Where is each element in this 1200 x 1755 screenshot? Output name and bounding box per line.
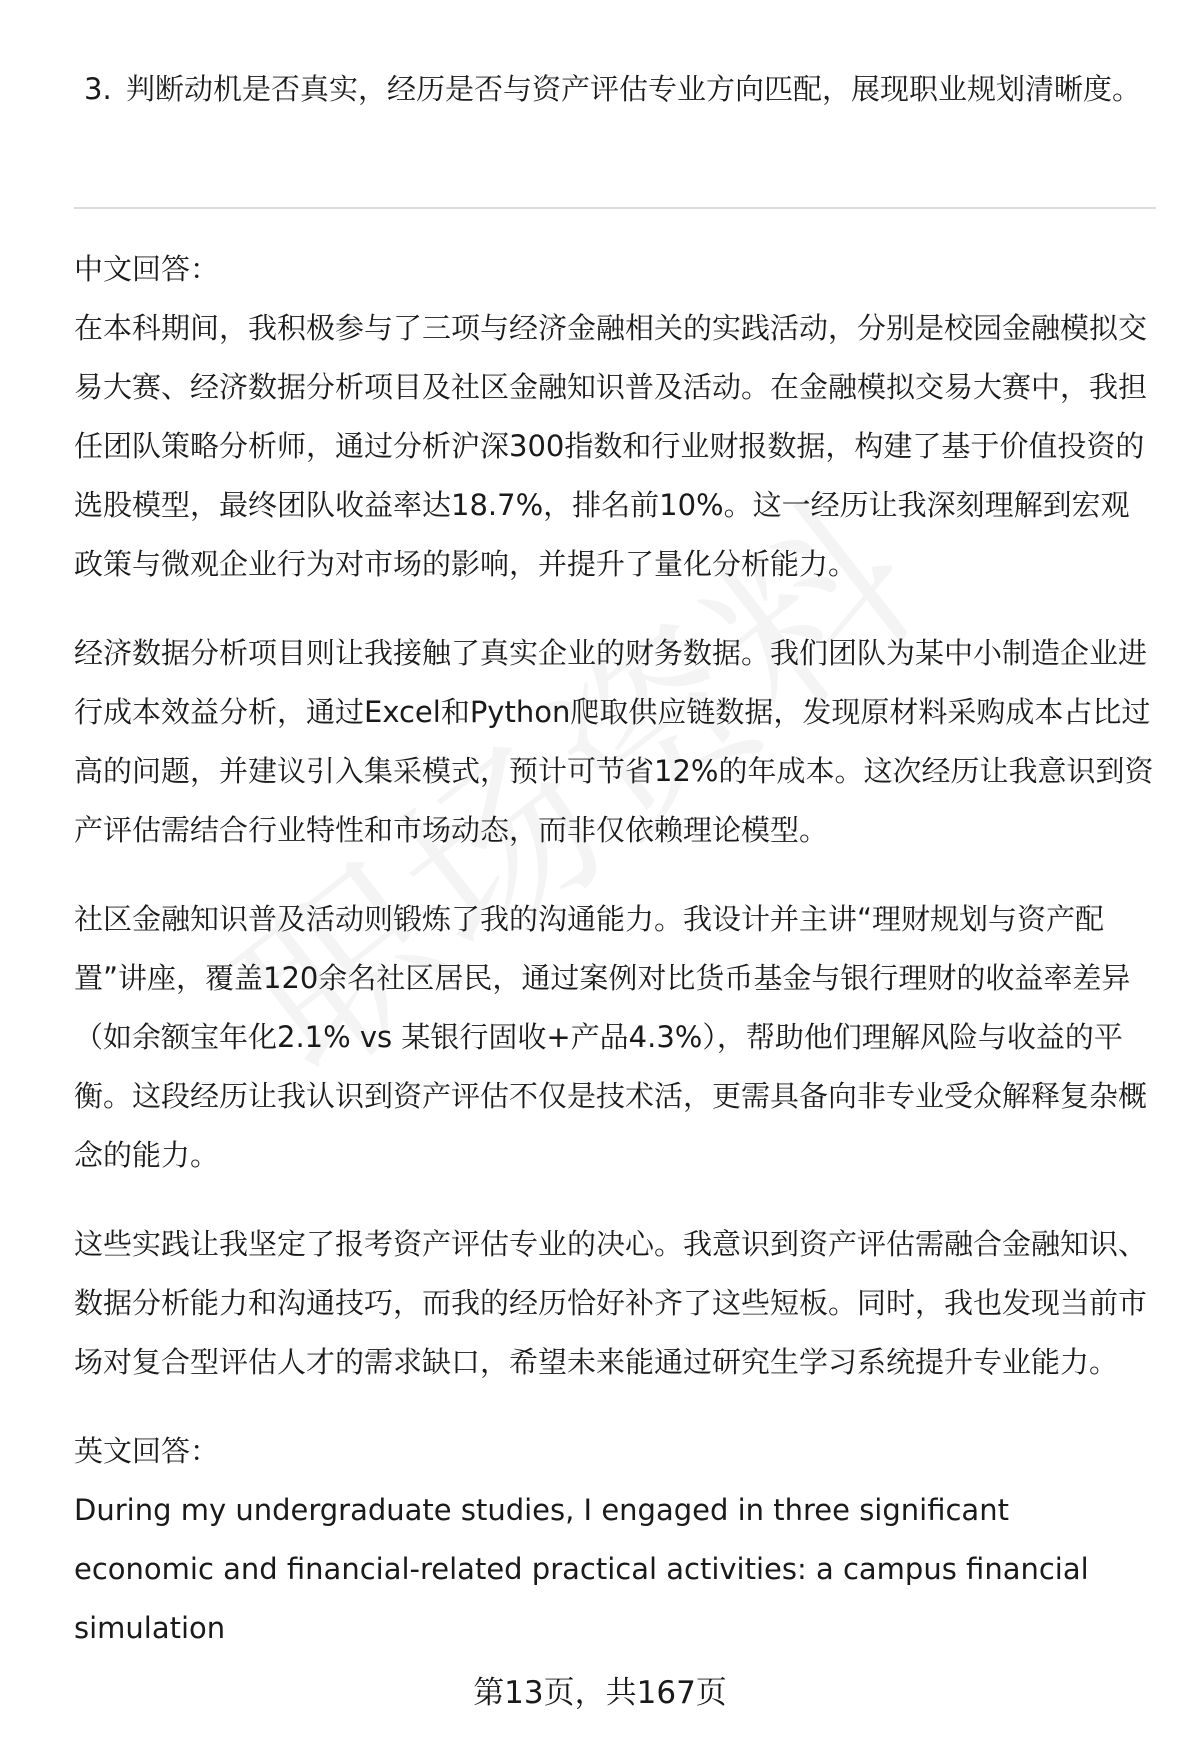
english-answer-heading: 英文回答： (74, 1434, 220, 1468)
list-item-text: 判断动机是否真实，经历是否与资产评估专业方向匹配，展现职业规划清晰度。 (126, 72, 1142, 106)
list-item-3 (84, 60, 1144, 119)
english-paragraph-1: During my undergraduate studies, I engaged in three significant economic and financial-related practical activities: a campus financial simulation (74, 1493, 1089, 1645)
chinese-answer-heading: 中文回答： (74, 252, 220, 286)
chinese-paragraph-1: 在本科期间，我积极参与了三项与经济金融相关的实践活动，分别是校园金融模拟交易大赛、经济数据分析项目及社区金融知识普及活动。在金融模拟交易大赛中，我担任团队策略分析师，通过分析沪深300指数和行业财报数据，构建了基于价值投资的选股模型，最终团队收益率达18.7%，排名前10%。这一经历让我深刻理解到宏观政策与微观企业行为对市场的影响，并提升了量化分析能力。 (74, 311, 1148, 581)
answer-content (74, 240, 1154, 1658)
page-number: 第13页，共167页 (473, 1675, 727, 1711)
section-divider (74, 207, 1156, 209)
list-item-number: 3. (84, 72, 112, 106)
chinese-paragraph-3: 社区金融知识普及活动则锻炼了我的沟通能力。我设计并主讲“理财规划与资产配置”讲座，覆盖120余名社区居民，通过案例对比货币基金与银行理财的收益率差异（如余额宝年化2.1% vs 某银行固收+产品4.3%），帮助他们理解风险与收益的平衡。这段经历让我认识到资产评估不仅是技术活，更需具备向非专业受众解释复杂概念的能力。 (74, 902, 1148, 1172)
chinese-paragraph-4: 这些实践让我坚定了报考资产评估专业的决心。我意识到资产评估需融合金融知识、数据分析能力和沟通技巧，而我的经历恰好补齐了这些短板。同时，我也发现当前市场对复合型评估人才的需求缺口，希望未来能通过研究生学习系统提升专业能力。 (74, 1227, 1148, 1379)
chinese-paragraph-2: 经济数据分析项目则让我接触了真实企业的财务数据。我们团队为某中小制造企业进行成本效益分析，通过Excel和Python爬取供应链数据，发现原材料采购成本占比过高的问题，并建议引入集采模式，预计可节省12%的年成本。这次经历让我意识到资产评估需结合行业特性和市场动态，而非仅依赖理论模型。 (74, 636, 1154, 847)
